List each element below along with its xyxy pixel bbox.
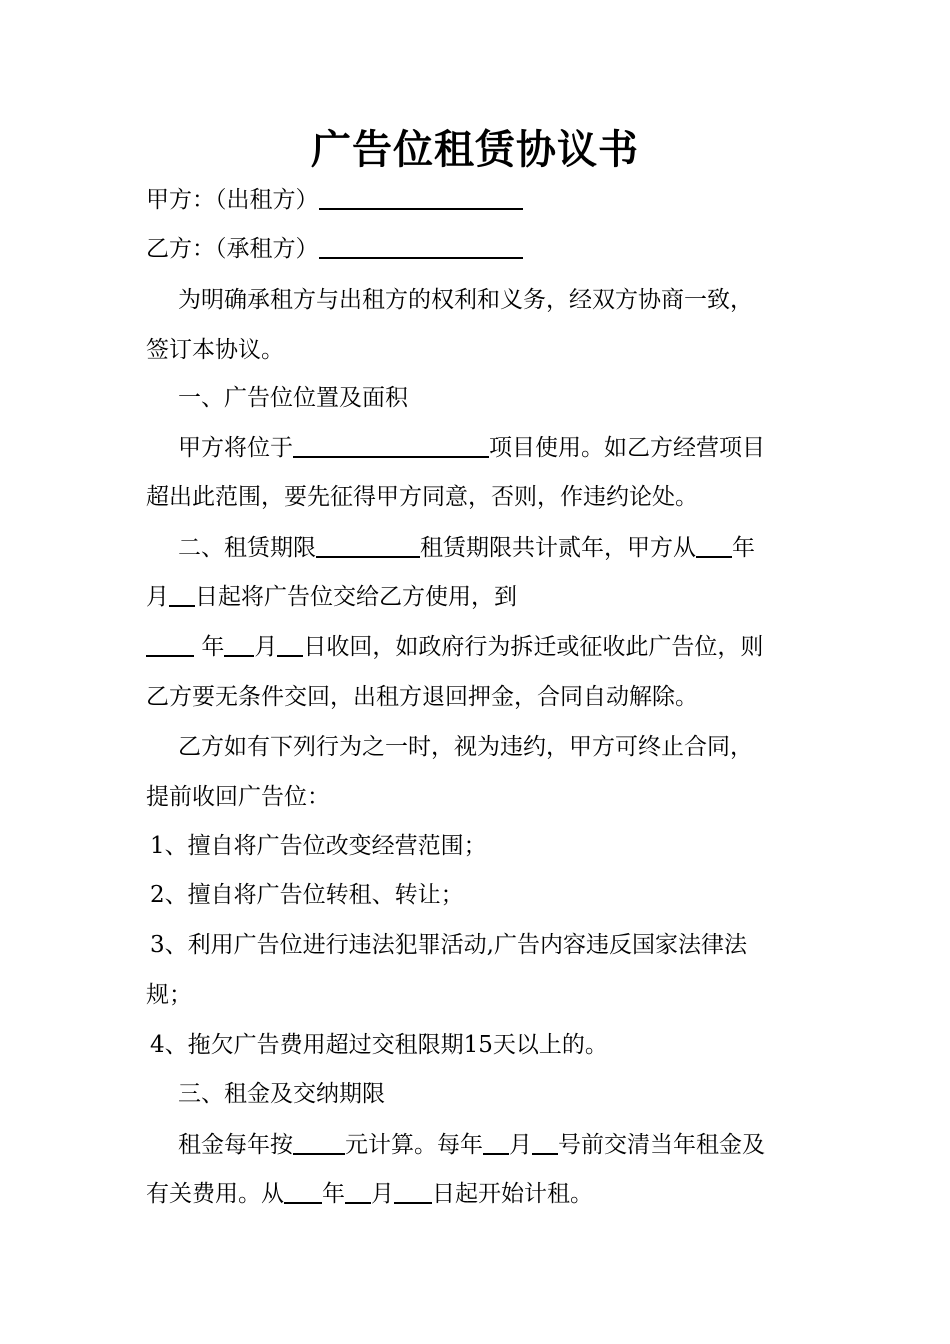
section3-text-b: 元计算。每年 <box>345 1132 483 1158</box>
payment-month-blank[interactable] <box>483 1129 509 1155</box>
start-day-blank[interactable] <box>169 581 195 607</box>
end-year-label: 年 <box>201 634 225 660</box>
section3-text-h: 日起开始计租。 <box>432 1181 593 1207</box>
section2-line-3 <box>146 631 816 663</box>
section3-text-f: 年 <box>322 1181 345 1207</box>
section2-text-c: 年 <box>732 535 755 561</box>
section1-line-2: 超出此范围，要先征得甲方同意，否则，作违约论处。 <box>146 484 698 510</box>
section3-text-a: 租金每年按 <box>178 1132 293 1158</box>
section3-text-d: 号前交清当年租金及 <box>558 1132 765 1158</box>
section1-heading: 一、广告位位置及面积 <box>178 385 408 411</box>
breach-line-1: 乙方如有下列行为之一时，视为违约，甲方可终止合同， <box>178 734 753 760</box>
party-a-label: 甲方：（出租方） <box>146 187 319 213</box>
start-year-blank[interactable] <box>696 532 732 558</box>
section2-month-label: 月 <box>146 584 169 610</box>
section1-text-b: 项目使用。如乙方经营项目 <box>489 435 765 461</box>
breach-line-2: 提前收回广告位： <box>146 784 330 810</box>
section3-text-c: 月 <box>509 1132 532 1158</box>
rent-start-day-blank[interactable] <box>394 1178 432 1204</box>
payment-day-blank[interactable] <box>532 1129 558 1155</box>
section2-text-b: 租赁期限共计贰年，甲方从 <box>420 535 696 561</box>
breach-item-2: 2、擅自将广告位转租、转让； <box>150 882 464 908</box>
section2-text-e: 日收回，如政府行为拆迁或征收此广告位，则 <box>303 634 764 660</box>
section1-text-a: 甲方将位于 <box>178 435 293 461</box>
party-a-line <box>146 184 816 216</box>
party-a-blank[interactable] <box>319 184 523 210</box>
section3-text-e: 有关费用。从 <box>146 1181 284 1207</box>
section2-text-a: 二、租赁期限 <box>178 535 316 561</box>
rent-amount-blank[interactable] <box>293 1129 345 1155</box>
end-month-label: 月 <box>254 634 278 660</box>
party-b-label: 乙方：（承租方） <box>146 236 319 262</box>
section3-heading: 三、租金及交纳期限 <box>178 1081 385 1107</box>
section2-text-d: 日起将广告位交给乙方使用，到 <box>195 584 517 610</box>
rent-start-year-blank[interactable] <box>284 1178 322 1204</box>
end-month-blank[interactable] <box>224 631 254 657</box>
breach-item-3-cont: 规； <box>146 982 192 1008</box>
party-b-blank[interactable] <box>319 233 523 259</box>
section3-line-1 <box>178 1129 848 1161</box>
section1-line-1 <box>178 432 848 464</box>
breach-item-4: 4、拖欠广告费用超过交租限期15天以上的。 <box>150 1032 608 1058</box>
section2-line-2 <box>146 581 816 613</box>
term-blank[interactable] <box>316 532 420 558</box>
section3-line-2 <box>146 1178 816 1210</box>
breach-item-3: 3、利用广告位进行违法犯罪活动,广告内容违反国家法律法 <box>150 932 747 958</box>
section2-line-4: 乙方要无条件交回，出租方退回押金，合同自动解除。 <box>146 684 698 710</box>
intro-line-2: 签订本协议。 <box>146 337 284 363</box>
end-day-blank[interactable] <box>277 631 303 657</box>
breach-item-1: 1、擅自将广告位改变经营范围； <box>150 833 487 859</box>
rent-start-month-blank[interactable] <box>345 1178 371 1204</box>
intro-line-1: 为明确承租方与出租方的权利和义务，经双方协商一致， <box>178 287 753 313</box>
end-year-blank[interactable] <box>146 631 194 657</box>
party-b-line <box>146 233 816 265</box>
section2-line-1 <box>178 532 848 564</box>
location-blank[interactable] <box>293 432 489 458</box>
document-title: 广告位租赁协议书 <box>311 126 639 173</box>
section3-text-g: 月 <box>371 1181 394 1207</box>
